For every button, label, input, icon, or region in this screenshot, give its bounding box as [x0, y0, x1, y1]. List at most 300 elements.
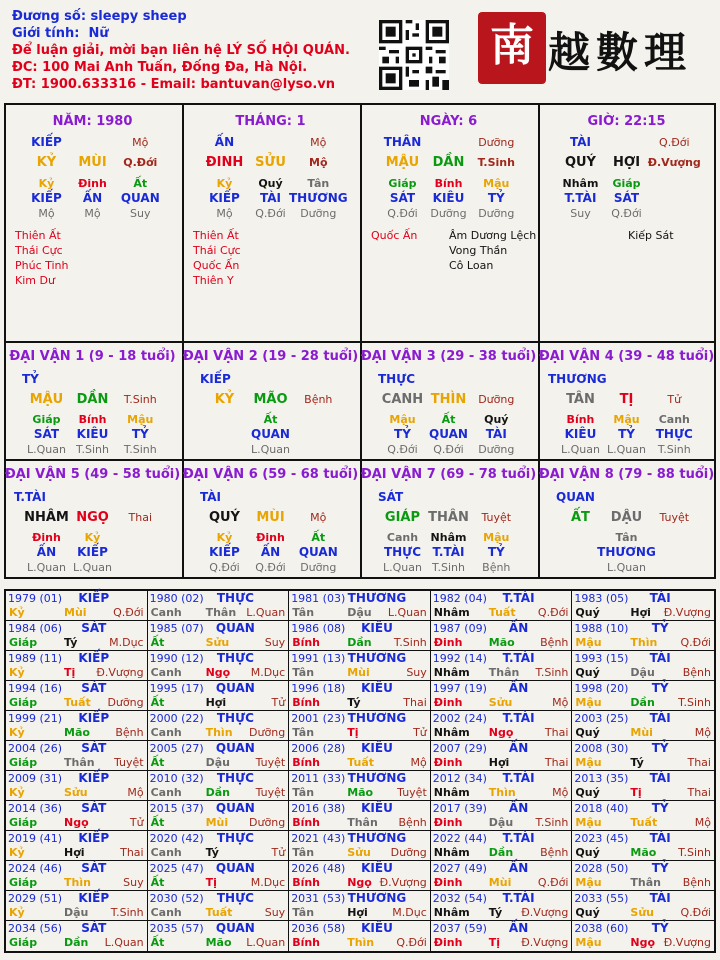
year-branch: Ngọ — [630, 936, 656, 949]
year-phase: Đ.Vượng — [521, 906, 569, 919]
year-stem: Kỷ — [9, 606, 25, 619]
year-cell — [289, 861, 431, 891]
hidden-stem-god: T.TÀI — [564, 191, 597, 205]
year-phase: Bệnh — [115, 726, 144, 739]
year-cell — [289, 831, 431, 861]
year-branch: Dậu — [488, 816, 514, 829]
year-cell — [6, 651, 148, 681]
dai-van-hidden-stem: Đinh — [256, 531, 285, 544]
year-phase: T.Sinh — [678, 846, 711, 859]
qr-code-icon — [379, 20, 449, 90]
year-label: 1993 (15) — [574, 652, 629, 665]
year-cell — [431, 711, 573, 741]
year-cell — [572, 711, 714, 741]
year-phase: M.Dục — [250, 876, 286, 889]
symbolic-star: Kiếp Sát — [628, 229, 674, 242]
year-label: 1998 (20) — [574, 682, 629, 695]
dai-van-title: ĐẠI VẬN 1 (9 - 18 tuổi) — [9, 349, 176, 364]
dai-van-stem: MẬU — [29, 392, 64, 407]
year-stem: Kỷ — [9, 666, 25, 679]
year-stem-god: THỰC — [216, 651, 254, 665]
year-stem: Canh — [150, 606, 182, 619]
year-phase: Tuyệt — [113, 756, 144, 769]
year-label: 2026 (48) — [291, 862, 346, 875]
year-phase: Bệnh — [398, 816, 427, 829]
year-stem: Canh — [150, 726, 182, 739]
hidden-stem-god: KIẾP — [31, 191, 62, 205]
year-stem-god: KIẾP — [78, 651, 110, 665]
year-branch: Tuất — [205, 906, 233, 919]
year-label: 1999 (21) — [8, 712, 63, 725]
pillar-2 — [182, 103, 359, 341]
year-stem-god: KIÊU — [361, 621, 393, 635]
year-cell — [148, 921, 290, 951]
brand-logo — [478, 8, 710, 88]
year-branch: Mùi — [347, 666, 370, 679]
year-stem: Giáp — [9, 936, 38, 949]
year-branch: Dậu — [630, 666, 655, 679]
year-phase: Thai — [687, 756, 711, 769]
contact-line: Để luận giải, mời bạn liên hệ LÝ SỐ HỘI QUÁN. — [12, 43, 350, 58]
dai-van-5 — [4, 458, 181, 577]
dai-van-stem-god: THƯƠNG — [548, 372, 607, 386]
year-phase: L.Quan — [387, 606, 427, 619]
year-phase: Mộ — [552, 696, 569, 709]
year-branch: Dần — [488, 846, 514, 859]
year-label: 1988 (10) — [574, 622, 629, 635]
pillar-stem-god: KIẾP — [31, 135, 62, 149]
year-phase: Tuyệt — [255, 756, 286, 769]
year-stem-god: KIẾP — [78, 711, 110, 725]
dai-van-hidden-god: TÀI — [485, 427, 507, 441]
year-cell — [6, 621, 148, 651]
pillar-earthly-branch: SỬU — [255, 155, 286, 170]
year-cell — [431, 891, 573, 921]
year-stem: Kỷ — [9, 906, 25, 919]
year-label: 1986 (08) — [291, 622, 346, 635]
year-label: 2008 (30) — [574, 742, 629, 755]
pillar-stem-god: THÂN — [383, 135, 422, 149]
year-stem-god: KIẾP — [78, 591, 110, 605]
year-branch: Hợi — [64, 846, 85, 859]
dai-van-stem-god: THỰC — [378, 372, 416, 386]
dai-van-stem-god: T.TÀI — [14, 490, 46, 504]
year-cell — [148, 711, 290, 741]
year-label: 2025 (47) — [149, 862, 204, 875]
year-phase: Suy — [123, 876, 144, 889]
year-label: 1979 (01) — [8, 592, 63, 605]
year-cell — [6, 891, 148, 921]
year-stem-god: TỶ — [651, 801, 669, 815]
year-label: 2004 (26) — [8, 742, 63, 755]
year-stem-god: TỶ — [651, 741, 669, 755]
year-stem: Đinh — [433, 636, 463, 649]
year-cell — [6, 711, 148, 741]
year-phase: L.Quan — [246, 606, 286, 619]
year-cell — [572, 591, 714, 621]
year-phase: T.Sinh — [535, 816, 569, 829]
year-stem: Nhâm — [433, 846, 470, 859]
year-cell — [148, 591, 290, 621]
year-stem: Ất — [150, 876, 165, 889]
year-stem-god: QUAN — [215, 921, 255, 935]
year-branch: Tuất — [347, 756, 374, 769]
dai-van-hidden-phase: Bệnh — [482, 561, 511, 574]
year-stem-god: T.TÀI — [502, 711, 535, 725]
hidden-stem-phase: Dưỡng — [300, 207, 337, 220]
dai-van-hidden-god: QUAN — [251, 427, 290, 441]
year-phase: Thai — [544, 726, 569, 739]
year-cell — [6, 591, 148, 621]
year-branch: Ngọ — [347, 876, 372, 889]
year-label: 2003 (25) — [574, 712, 629, 725]
pillar-title: NGÀY: 6 — [419, 114, 478, 129]
pillar-title: GIỜ: 22:15 — [587, 114, 666, 129]
year-label: 2031 (53) — [291, 892, 346, 905]
dai-van-hidden-phase: L.Quan — [607, 561, 646, 574]
hidden-stem-god: TÀI — [259, 191, 282, 205]
year-branch: Ngọ — [488, 726, 514, 739]
dai-van-hidden-god: TỶ — [394, 427, 411, 441]
dai-van-hidden-god: ẤN — [36, 545, 57, 559]
year-stem-god: THƯƠNG — [347, 651, 407, 665]
dai-van-hidden-god: T.TÀI — [432, 545, 465, 559]
year-branch: Tuất — [64, 696, 91, 709]
year-branch: Tuất — [488, 606, 516, 619]
year-branch: Sửu — [630, 906, 654, 919]
year-label: 1992 (14) — [432, 652, 487, 665]
year-stem: Canh — [150, 846, 182, 859]
dai-van-hidden-stem: Canh — [658, 413, 690, 426]
year-branch: Tý — [347, 696, 361, 709]
year-stem-god: KIÊU — [361, 681, 393, 695]
year-stem-god: THƯƠNG — [347, 771, 407, 785]
dai-van-stem-god: TỶ — [22, 372, 39, 386]
year-label: 1981 (03) — [291, 592, 346, 605]
year-phase: Tử — [413, 726, 427, 739]
year-stem: Tân — [292, 786, 315, 799]
year-stem-god: SÁT — [81, 741, 107, 755]
year-branch: Thân — [64, 756, 95, 769]
year-phase: Suy — [264, 906, 286, 919]
year-phase: Mộ — [127, 786, 144, 799]
year-stem-god: ẤN — [508, 921, 529, 935]
year-stem: Canh — [150, 786, 182, 799]
year-label: 2014 (36) — [8, 802, 63, 815]
dai-van-hidden-phase: L.Quan — [26, 561, 66, 574]
dai-van-hidden-phase: L.Quan — [560, 443, 600, 456]
year-stem-god: QUAN — [215, 621, 255, 635]
year-phase: Bệnh — [540, 636, 569, 649]
year-branch: Sửu — [347, 846, 371, 859]
hidden-stem-phase: Dưỡng — [478, 207, 515, 220]
year-cell — [289, 771, 431, 801]
dai-van-hidden-stem: Mậu — [613, 413, 640, 426]
year-label: 2034 (56) — [8, 922, 63, 935]
year-branch: Thân — [488, 666, 520, 679]
hidden-stem-god: KIÊU — [432, 191, 465, 205]
year-label: 2001 (23) — [291, 712, 346, 725]
year-branch: Hợi — [205, 696, 227, 709]
symbolic-star: Phúc Tinh — [15, 259, 69, 272]
year-phase: Tuyệt — [255, 786, 286, 799]
year-cell — [6, 831, 148, 861]
symbolic-star: Thiên Ất — [193, 229, 239, 242]
year-stem: Nhâm — [433, 606, 470, 619]
year-stem: Nhâm — [433, 786, 470, 799]
seal-character: 南 — [490, 20, 534, 71]
year-label: 2032 (54) — [432, 892, 487, 905]
pillar-earthly-branch: DẦN — [432, 155, 465, 170]
year-label: 2029 (51) — [8, 892, 63, 905]
year-branch: Mùi — [205, 816, 229, 829]
dai-van-hidden-stem: Canh — [386, 531, 419, 544]
year-label: 2037 (59) — [432, 922, 487, 935]
year-cell — [431, 771, 573, 801]
dai-van-hidden-god: THỰC — [655, 427, 693, 441]
year-stem: Tân — [292, 906, 315, 919]
year-cell — [572, 681, 714, 711]
year-stem: Tân — [292, 606, 315, 619]
year-phase: T.Sinh — [393, 636, 427, 649]
year-stem: Ất — [150, 816, 165, 829]
dai-van-hidden-god: TỶ — [487, 545, 505, 559]
dai-van-4 — [538, 340, 715, 459]
year-stem-god: KIÊU — [361, 921, 393, 935]
dai-van-phase: Tử — [667, 393, 682, 406]
hidden-stem: Tân — [307, 177, 330, 190]
year-cell — [289, 591, 431, 621]
year-cell — [572, 891, 714, 921]
year-stem-god: QUAN — [215, 741, 255, 755]
year-branch: Dần — [64, 936, 89, 949]
dai-van-stem: NHÂM — [24, 510, 69, 525]
year-phase: Thai — [403, 696, 427, 709]
year-phase: M.Dục — [392, 906, 427, 919]
dai-van-hidden-stem: Tân — [615, 531, 638, 544]
year-phase: Đ.Vượng — [521, 936, 569, 949]
year-stem: Giáp — [9, 756, 38, 769]
symbolic-star: Quốc Ấn — [371, 229, 418, 242]
dai-van-title: ĐẠI VẬN 3 (29 - 38 tuổi) — [360, 349, 537, 364]
year-cell — [148, 621, 290, 651]
pillar-stem-phase: Q.Đới — [659, 136, 690, 149]
dai-van-stem: KỶ — [214, 392, 235, 407]
year-stem-god: THỰC — [216, 771, 254, 785]
dai-van-phase: Dưỡng — [478, 393, 515, 406]
pillar-heavenly-stem: KỶ — [36, 155, 57, 170]
dai-van-hidden-phase: T.Sinh — [76, 443, 109, 456]
year-stem: Bính — [292, 936, 321, 949]
year-cell — [572, 651, 714, 681]
year-stem-god: KIÊU — [361, 801, 393, 815]
year-stem: Giáp — [9, 636, 38, 649]
year-label: 2023 (45) — [574, 832, 629, 845]
year-branch: Sửu — [488, 696, 513, 709]
year-label: 2038 (60) — [574, 922, 629, 935]
dai-van-hidden-phase: Q.Đới — [255, 561, 286, 574]
year-label: 2036 (58) — [291, 922, 346, 935]
owner-name: Đương số: sleepy sheep — [12, 9, 187, 24]
dai-van-phase: Mộ — [310, 511, 327, 524]
year-label: 2010 (32) — [149, 772, 204, 785]
year-branch: Sửu — [64, 786, 88, 799]
year-stem-god: T.TÀI — [502, 891, 535, 905]
year-cell — [289, 711, 431, 741]
dai-van-hidden-god: QUAN — [429, 427, 468, 441]
year-stem-god: THƯƠNG — [347, 831, 407, 845]
year-branch: Mùi — [64, 606, 87, 619]
year-phase: Suy — [406, 666, 427, 679]
year-stem: Quý — [575, 846, 600, 859]
logo-calligraphy: 越數理 — [548, 28, 693, 77]
gender-line — [12, 25, 350, 42]
dai-van-hidden-stem: Ất — [441, 413, 456, 426]
year-cell — [289, 891, 431, 921]
dai-van-hidden-phase: L.Quan — [73, 561, 112, 574]
year-branch: Tị — [205, 876, 217, 889]
year-label: 2000 (22) — [149, 712, 204, 725]
pillar-heavenly-stem: ĐINH — [205, 155, 244, 170]
hidden-stem-god: ẤN — [82, 191, 103, 205]
year-label: 2021 (43) — [291, 832, 346, 845]
dai-van-branch: MÙI — [256, 510, 285, 525]
dai-van-8 — [538, 458, 715, 577]
year-label: 2028 (50) — [574, 862, 629, 875]
year-stem-god: KIÊU — [361, 741, 393, 755]
year-branch: Mão — [64, 726, 90, 739]
year-label: 2020 (42) — [149, 832, 204, 845]
symbolic-star: Cô Loan — [449, 259, 494, 272]
year-cell — [431, 591, 573, 621]
year-stem-god: QUAN — [215, 861, 255, 875]
year-stem: Ất — [150, 756, 165, 769]
year-stem: Bính — [292, 696, 321, 709]
year-phase: M.Dục — [250, 666, 286, 679]
dai-van-stem: TÂN — [566, 392, 595, 407]
year-branch: Mão — [488, 636, 515, 649]
dai-van-branch: THÂN — [428, 510, 469, 525]
year-cell — [148, 771, 290, 801]
year-label: 2027 (49) — [432, 862, 487, 875]
year-stem-god: THỰC — [216, 711, 254, 725]
year-stem-god: THỰC — [216, 891, 254, 905]
hidden-stem: Giáp — [612, 177, 641, 190]
year-label: 2015 (37) — [149, 802, 204, 815]
year-branch: Hợi — [488, 756, 510, 769]
address-line: ĐC: 100 Mai Anh Tuấn, Đống Đa, Hà Nội. — [12, 60, 308, 75]
dai-van-hidden-god: TỶ — [131, 427, 149, 441]
dai-van-6 — [182, 458, 359, 577]
year-cell — [572, 741, 714, 771]
year-branch: Thìn — [205, 726, 233, 739]
year-stem-god: ẤN — [508, 801, 529, 815]
year-label: 2009 (31) — [8, 772, 63, 785]
year-label: 2035 (57) — [149, 922, 204, 935]
year-stem: Bính — [292, 876, 321, 889]
year-branch: Thân — [630, 876, 661, 889]
year-label: 1991 (13) — [291, 652, 346, 665]
year-cell — [6, 771, 148, 801]
dai-van-branch: DẦN — [76, 392, 109, 407]
year-label: 2007 (29) — [432, 742, 487, 755]
year-branch: Tý — [630, 756, 644, 769]
dai-van-hidden-phase: T.Sinh — [123, 443, 157, 456]
year-stem: Tân — [292, 846, 315, 859]
hidden-stem-phase: Suy — [570, 207, 591, 220]
year-label: 2002 (24) — [432, 712, 487, 725]
year-stem: Canh — [150, 906, 182, 919]
dai-van-hidden-god: THƯƠNG — [597, 545, 656, 559]
year-phase: Mộ — [410, 756, 427, 769]
year-stem-god: QUAN — [215, 801, 255, 815]
year-phase: Mộ — [552, 786, 569, 799]
year-label: 1989 (11) — [8, 652, 63, 665]
year-branch: Tị — [488, 936, 501, 949]
year-label: 1980 (02) — [149, 592, 204, 605]
dai-van-hidden-stem: Kỷ — [84, 531, 101, 544]
pillar-title: THÁNG: 1 — [235, 114, 306, 129]
year-phase: Thai — [687, 786, 711, 799]
dai-van-hidden-god: KIẾP — [209, 545, 240, 559]
hidden-stem: Quý — [258, 177, 283, 190]
hidden-stem: Mậu — [483, 177, 510, 190]
pillar-heavenly-stem: MẬU — [385, 155, 420, 170]
dai-van-branch: NGỌ — [76, 510, 109, 525]
year-branch: Dần — [630, 696, 655, 709]
year-stem-god: THỰC — [216, 831, 254, 845]
dai-van-phase: Tuyệt — [481, 511, 512, 524]
year-phase: Tử — [271, 696, 286, 709]
year-stem: Nhâm — [433, 726, 470, 739]
year-phase: Thai — [120, 846, 144, 859]
year-label: 2013 (35) — [574, 772, 629, 785]
symbolic-star: Kim Dư — [15, 274, 55, 287]
dai-van-title: ĐẠI VẬN 8 (79 - 88 tuổi) — [538, 467, 715, 482]
year-stem-god: TỶ — [651, 921, 669, 935]
dai-van-hidden-god: THỰC — [383, 545, 421, 559]
year-stem: Ất — [150, 636, 165, 649]
year-cell — [6, 921, 148, 951]
year-cell — [431, 621, 573, 651]
dai-van-hidden-stem: Bính — [78, 413, 107, 426]
year-stem-god: SÁT — [81, 921, 107, 935]
year-stem-god: KIẾP — [78, 891, 110, 905]
year-branch: Thân — [347, 816, 378, 829]
year-branch: Ngọ — [205, 666, 231, 679]
year-stem-god: SÁT — [81, 681, 107, 695]
dai-van-stem-god: SÁT — [378, 490, 404, 504]
year-stem: Bính — [292, 756, 321, 769]
year-label: 2012 (34) — [432, 772, 487, 785]
dai-van-hidden-god: ẤN — [260, 545, 281, 559]
year-stem: Quý — [575, 666, 600, 679]
year-cell — [431, 921, 573, 951]
year-branch: Tuất — [630, 816, 658, 829]
year-cell — [148, 891, 290, 921]
hidden-stem-god: THƯƠNG — [288, 191, 348, 205]
hidden-stem-phase: Dưỡng — [430, 207, 467, 220]
year-stem: Mậu — [575, 636, 602, 649]
hidden-stem: Ất — [133, 177, 148, 190]
year-stem-god: T.TÀI — [502, 771, 535, 785]
year-phase: Dưỡng — [249, 726, 286, 739]
year-phase: Dưỡng — [249, 816, 286, 829]
year-stem: Đinh — [433, 936, 463, 949]
hidden-stem-phase: Mộ — [84, 207, 101, 220]
dai-van-title: ĐẠI VẬN 4 (39 - 48 tuổi) — [538, 349, 715, 364]
year-branch: Tị — [630, 786, 642, 799]
